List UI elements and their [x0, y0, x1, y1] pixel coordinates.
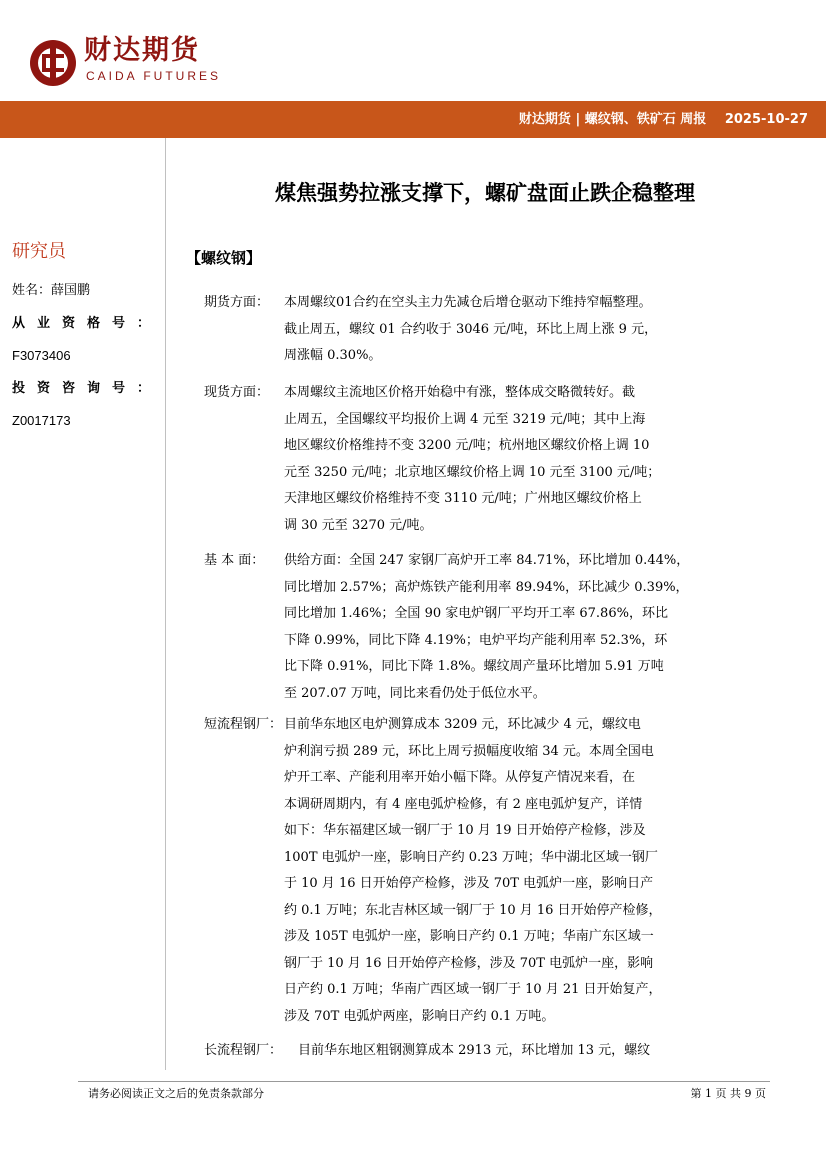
paragraph-line: 供给方面：全国 247 家钢厂高炉开工率 84.71%，环比增加 0.44%， — [284, 553, 690, 568]
footer-disclaimer: 请务必阅读正文之后的免责条款部分 — [88, 1087, 264, 1100]
paragraph-line: 于 10 月 16 日开始停产检修，涉及 70T 电弧炉一座，影响日产 — [284, 876, 654, 891]
paragraph-line: 元至 3250 元/吨；北京地区螺纹价格上调 10 元至 3100 元/吨； — [284, 464, 661, 480]
paragraph-line: 至 207.07 万吨，同比来看仍处于低位水平。 — [284, 685, 546, 701]
cert-value: F3073406 — [12, 348, 71, 363]
paragraph-line: 下降 0.99%，同比下降 4.19%；电炉平均产能利用率 52.3%，环 — [284, 632, 668, 648]
report-title: 煤焦强势拉涨支撑下，螺矿盘面止跌企稳整理 — [275, 181, 695, 205]
paragraph-line: 同比增加 1.46%；全国 90 家电炉钢厂平均开工率 67.86%，环比 — [284, 606, 668, 621]
spot-label: 现货方面： — [204, 385, 270, 400]
header-org: 财达期货 — [518, 112, 571, 127]
paragraph-line: 比下降 0.91%，同比下降 1.8%。螺纹周产量环比增加 5.91 万吨 — [284, 659, 664, 674]
section-heading: 【螺纹钢】 — [186, 249, 262, 267]
paragraph-line: 钢厂于 10 月 16 日开始停产检修，涉及 70T 电弧炉一座，影响 — [284, 955, 654, 971]
paragraph-line: 炉利润亏损 289 元，环比上周亏损幅度收缩 34 元。本周全国电 — [284, 743, 654, 759]
header-band — [0, 101, 826, 138]
footer-divider — [78, 1081, 770, 1082]
header-category: 螺纹钢、铁矿石 — [584, 112, 676, 127]
paragraph-line: 目前华东地区电炉测算成本 3209 元，环比减少 4 元，螺纹电 — [284, 717, 641, 732]
caida-logo-icon — [28, 38, 78, 88]
paragraph-line: 约 0.1 万吨；东北吉林区域一钢厂于 10 月 16 日开始停产检修， — [284, 902, 662, 918]
researcher-heading: 研究员 — [12, 241, 66, 262]
paragraph-line: 目前华东地区粗钢测算成本 2913 元，环比增加 13 元，螺纹 — [298, 1043, 651, 1058]
advisory-value: Z0017173 — [12, 413, 71, 428]
paragraph-line: 天津地区螺纹价格维持不变 3110 元/吨；广州地区螺纹价格上 — [284, 491, 642, 506]
paragraph-line: 100T 电弧炉一座，影响日产约 0.23 万吨；华中湖北区域一钢厂 — [284, 849, 658, 865]
paragraph-line: 周涨幅 0.30%。 — [284, 348, 382, 363]
researcher-name: 姓名：薛国鹏 — [12, 283, 91, 298]
fundamentals-label: 基 本 面： — [204, 553, 265, 568]
paragraph-line: 本周螺纹01合约在空头主力先减仓后增仓驱动下维持窄幅整理。 — [284, 295, 652, 310]
cert-label: 从业资格号： — [12, 316, 150, 331]
futures-label: 期货方面： — [204, 295, 270, 310]
paragraph-line: 地区螺纹价格维持不变 3200 元/吨；杭州地区螺纹价格上调 10 — [284, 438, 650, 453]
paragraph-line: 涉及 70T 电弧炉两座，影响日产约 0.1 万吨。 — [284, 1008, 555, 1024]
page-indicator: 第 1 页 共 9 页 — [690, 1087, 766, 1100]
long-process-label: 长流程钢厂： — [204, 1043, 283, 1058]
header-date: 2025-10-27 — [724, 112, 808, 127]
brand-name-en: CAIDA FUTURES — [86, 69, 222, 83]
advisory-label: 投资咨询号： — [12, 381, 150, 396]
header-separator: | — [575, 112, 581, 127]
paragraph-line: 调 30 元至 3270 元/吨。 — [284, 517, 433, 533]
sidebar-divider — [165, 138, 166, 1070]
paragraph-line: 本周螺纹主流地区价格开始稳中有涨，整体成交略微转好。截 — [284, 385, 636, 400]
paragraph-line: 炉开工率、产能利用率开始小幅下降。从停复产情况来看，在 — [284, 770, 636, 785]
paragraph-line: 日产约 0.1 万吨；华南广西区域一钢厂于 10 月 21 日开始复产， — [284, 982, 662, 997]
paragraph-line: 本调研周期内，有 4 座电弧炉检修，有 2 座电弧炉复产，详情 — [284, 796, 643, 812]
paragraph-line: 涉及 105T 电弧炉一座，影响日产约 0.1 万吨；华南广东区域一 — [284, 929, 654, 944]
paragraph-line: 截止周五，螺纹 01 合约收于 3046 元/吨，环比上周上涨 9 元， — [284, 321, 658, 337]
paragraph-line: 止周五，全国螺纹平均报价上调 4 元至 3219 元/吨；其中上海 — [284, 411, 646, 427]
paragraph-line: 同比增加 2.57%；高炉炼铁产能利用率 89.94%，环比减少 0.39%， — [284, 579, 689, 595]
header-info — [519, 101, 808, 138]
brand-name-cn: 财达期货 — [84, 35, 200, 66]
short-process-label: 短流程钢厂： — [204, 717, 283, 732]
paragraph-line: 如下：华东福建区域一钢厂于 10 月 19 日开始停产检修，涉及 — [284, 823, 646, 838]
header-report-type: 周报 — [680, 112, 707, 127]
